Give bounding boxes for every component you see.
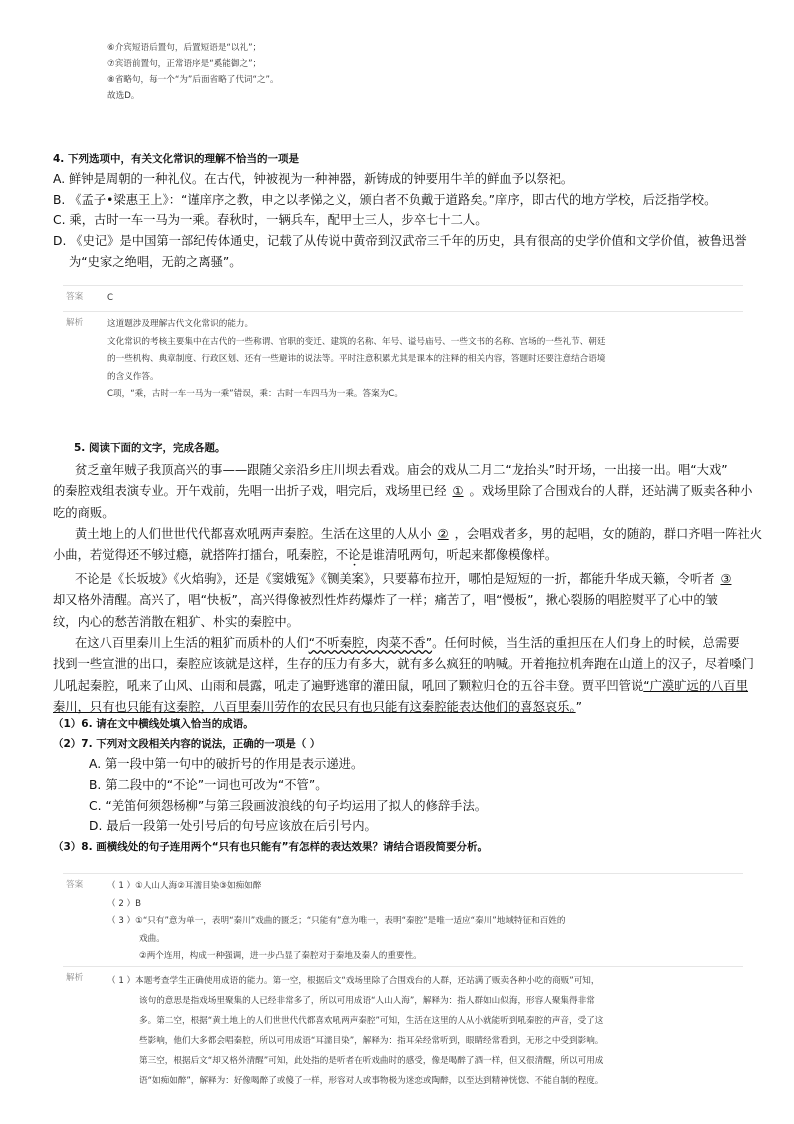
question-stem: 5. 阅读下面的文字，完成各题。 <box>74 442 226 454</box>
passage-text: ，会唱戏者多，男的起唱，女的随韵，群口齐唱一阵社火 <box>454 526 763 541</box>
divider <box>63 311 743 312</box>
sub-questions <box>53 714 753 857</box>
analysis-line: 第三空，根据后文“却又格外清醒”可知，此处指的是听者在听戏曲时的感受，像是喝醉了酒一样，但又很清醒，所以可用成 <box>139 1056 604 1066</box>
note-line: ⑦宾语前置句，正常语序是“奚能御之”； <box>107 59 262 69</box>
passage-line: 纹，内心的愁苦消散在粗犷、朴实的秦腔中。 <box>53 614 299 629</box>
option-c: C. 乘，古时一车一马为一乘。春秋时，一辆兵车，配甲士三人，步卒七十二人。 <box>53 213 488 228</box>
reading-passage <box>53 460 763 718</box>
option-b: B. 第二段中的“不论”一词也可改为“不管”。 <box>89 777 328 792</box>
passage-line: 找到一些宣泄的出口，秦腔应该就是这样，生存的压力有多大，就有多么疯狂的呐喊。开着拖拉机奔跑在山道上的汉子，尽着嗓门 <box>53 657 754 672</box>
analysis-text <box>107 316 747 404</box>
analysis-line: 文化常识的考核主要集中在古代的一些称谓、官职的变迁、建筑的名称、年号、谥号庙号、一些文书的名称、宫场的一些礼节、朝廷 <box>107 336 606 347</box>
passage-line: 却又格外清醒。高兴了，唱“快板”，高兴得像被烈性炸药爆炸了一样；痛苦了，唱“慢板”，揪心裂肠的唱腔熨平了心中的皱 <box>53 593 718 608</box>
answer-line: （ 2 ）B <box>107 898 142 909</box>
passage-line <box>53 545 743 569</box>
option-c: C. “羌笛何须怨杨柳”与第三段画波浪线的句子均运用了拟人的修辞手法。 <box>89 798 488 813</box>
passage-text: 不论是《长坂坡》《火焰驹》，还是《窦娥冤》《铡美案》，只要幕布拉开，哪怕是短短的一折，都能升华成天籁，令听者 <box>75 572 715 587</box>
analysis-label: 解析 <box>66 318 84 328</box>
answer-value: C <box>107 293 114 303</box>
analysis-line: 些影响，他们大多都会唱秦腔，所以可用成语“耳濡目染”，解释为：指耳朵经常听到，眼睛经常看到，无形之中受到影响。 <box>139 1036 604 1046</box>
sub-question-6: （1）6. 请在文中横线处填入恰当的成语。 <box>53 718 254 730</box>
blank-1: ① <box>452 484 464 499</box>
answer-text <box>107 878 747 966</box>
passage-line <box>53 481 753 502</box>
divider <box>63 966 743 967</box>
blank-2: ② <box>437 526 449 541</box>
passage-line: 吃的商贩。 <box>53 505 115 520</box>
answer-line: ②两个连用，构成一种强调，进一步凸显了秦腔对于秦地及秦人的重要性。 <box>139 951 422 961</box>
analysis-line: C项，“乘，古时一车一马为一乘”错误，乘：古时一车四马为一乘。答案为C。 <box>107 389 403 399</box>
emphasis-word: 论 <box>348 548 361 563</box>
answer-line: （ 3 ）①“只有”意为单一，表明“秦川”戏曲的匮乏；“只能有”意为唯一，表明“秦腔”是唯一适应“秦川”地域特征和百姓的 <box>107 916 566 926</box>
passage-text: 黄土地上的人们世世代代都喜欢吼两声秦腔。生活在这里的人从小 <box>75 526 432 541</box>
passage-text: 的秦腔戏组表演专业。开午戏前，先唱一出折子戏，唱完后，戏场里已经 <box>53 484 447 499</box>
passage-text: 小曲，若觉得还不够过瘾，就搭阵打擂台，吼秦腔，不 <box>53 548 349 563</box>
question-4 <box>53 151 753 273</box>
option-a: A. 鲜钟是周朝的一种礼仪。在古代，钟被视为一种神器，新铸成的钟要用牛羊的鲜血予以祭祀。 <box>53 172 574 186</box>
analysis-text <box>107 971 747 1091</box>
question-5-stem <box>74 440 225 456</box>
sub-question-7: （2）7. 下列对文段相关内容的说法，正确的一项是（ ） <box>53 738 321 750</box>
note-line: ⑧省略句，每一个“为”后面省略了代词“之”。 <box>107 75 279 85</box>
answer-label: 答案 <box>66 292 84 302</box>
option-d-cont: 为“史家之绝唱，无韵之离骚”。 <box>69 254 242 269</box>
wavy-underlined-quote: “不听秦腔，肉菜不香” <box>308 636 433 651</box>
passage-text: 儿吼起秦腔，吼来了山风、山雨和晨露，吼走了遍野逃窜的灌田鼠，吼回了颗粒归仓的五谷丰登。贾平凹管说 <box>53 678 644 693</box>
analysis-line: 该句的意思是指戏场里聚集的人已经非常多了，所以可用成语“人山人海”，解释为：指人群如山似海，形容人聚集得非常 <box>139 996 595 1006</box>
answer-line: （ 1 ）①人山人海②耳濡目染③如痴如醉 <box>107 881 262 891</box>
analysis-line: 多。第二空，根据“黄土地上的人们世世代代都喜欢吼两声秦腔”可知，生活在这里的人从小就能听到吼秦腔的声音，受了这 <box>139 1016 604 1026</box>
option-b: B. 《孟子•梁惠王上》：“谨庠序之教，申之以孝悌之义，颁白者不负戴于道路矣。”庠序，即古代的地方学校，后泛指学校。 <box>53 192 717 207</box>
passage-text: 在这八百里秦川上生活的粗犷而质朴的人们 <box>75 636 309 651</box>
passage-line <box>53 633 743 654</box>
passage-text: 。戏场里除了合围戏台的人群，还站满了贩卖各种小 <box>469 484 753 499</box>
option-a: A. 第一段中第一句中的破折号的作用是表示递进。 <box>89 757 364 771</box>
analysis-line: （ 1 ）本题考查学生正确使用成语的能力。第一空，根据后文“戏场里除了合围戏台的人群，还站满了贩卖各种小吃的商贩”可知， <box>107 976 600 986</box>
divider <box>63 873 743 874</box>
underlined-sentence: 秦川，只有也只能有这秦腔，八百里秦川劳作的农民只有也只能有这秦腔能表达他们的喜怒哀乐。 <box>53 699 576 714</box>
q7-options <box>53 754 753 837</box>
passage-text: 是谁清吼两句，听起来都像模像样。 <box>360 548 558 563</box>
note-line: 故选D。 <box>107 91 140 101</box>
underlined-sentence: “广漠旷远的八百里 <box>643 678 749 693</box>
option-d: D. 《史记》是中国第一部纪传体通史，记载了从传说中黄帝到汉武帝三千年的历史，具有很高的史学价值和文学价值，被鲁迅誉 <box>53 234 747 249</box>
note-line: ⑥介宾短语后置句，后置短语是“以礼”； <box>107 43 262 53</box>
sub-question-8: （3）8. 画横线处的句子连用两个“只有也只能有”有怎样的表达效果？请结合语段简要分析。 <box>53 841 489 854</box>
answer-label: 答案 <box>66 880 84 890</box>
analysis-line: 的含义作答。 <box>107 371 159 382</box>
passage-line <box>53 524 763 545</box>
question-stem: 4. 下列选项中，有关文化常识的理解不恰当的一项是 <box>53 153 299 165</box>
option-d: D. 最后一段第一处引号后的句号应该放在后引号内。 <box>89 819 377 834</box>
answer-line: 戏曲。 <box>139 933 165 944</box>
passage-line <box>53 569 743 590</box>
analysis-line: 的一些机构、典章制度、行政区划、还有一些避讳的说法等。平时注意积累尤其是课本的注释的相关内容，答题时还要注意结合语境 <box>107 354 606 364</box>
passage-line: 贫乏童年贼子我顶高兴的事——跟随父亲沿乡庄川坝去看戏。庙会的戏从二月二“龙抬头”时开场，一出接一出。唱“大戏” <box>75 463 728 477</box>
passage-text: ” <box>575 699 582 714</box>
divider <box>63 285 743 286</box>
analysis-label: 解析 <box>66 973 84 983</box>
passage-text: 。任何时候，当生活的重担压在人们身上的时候，总需要 <box>432 636 740 651</box>
analysis-line: 这道题涉及理解古代文化常识的能力。 <box>107 319 254 329</box>
passage-line <box>53 676 749 697</box>
question-options <box>53 169 753 273</box>
analysis-line: 语“如痴如醉”，解释为：好像喝醉了或傻了一样，形容对人或事物极为迷恋或陶醉，以至达到精神恍惚、不能自制的程度。 <box>139 1076 604 1086</box>
previous-answer-notes <box>107 40 707 104</box>
blank-3: ③ <box>720 572 732 587</box>
